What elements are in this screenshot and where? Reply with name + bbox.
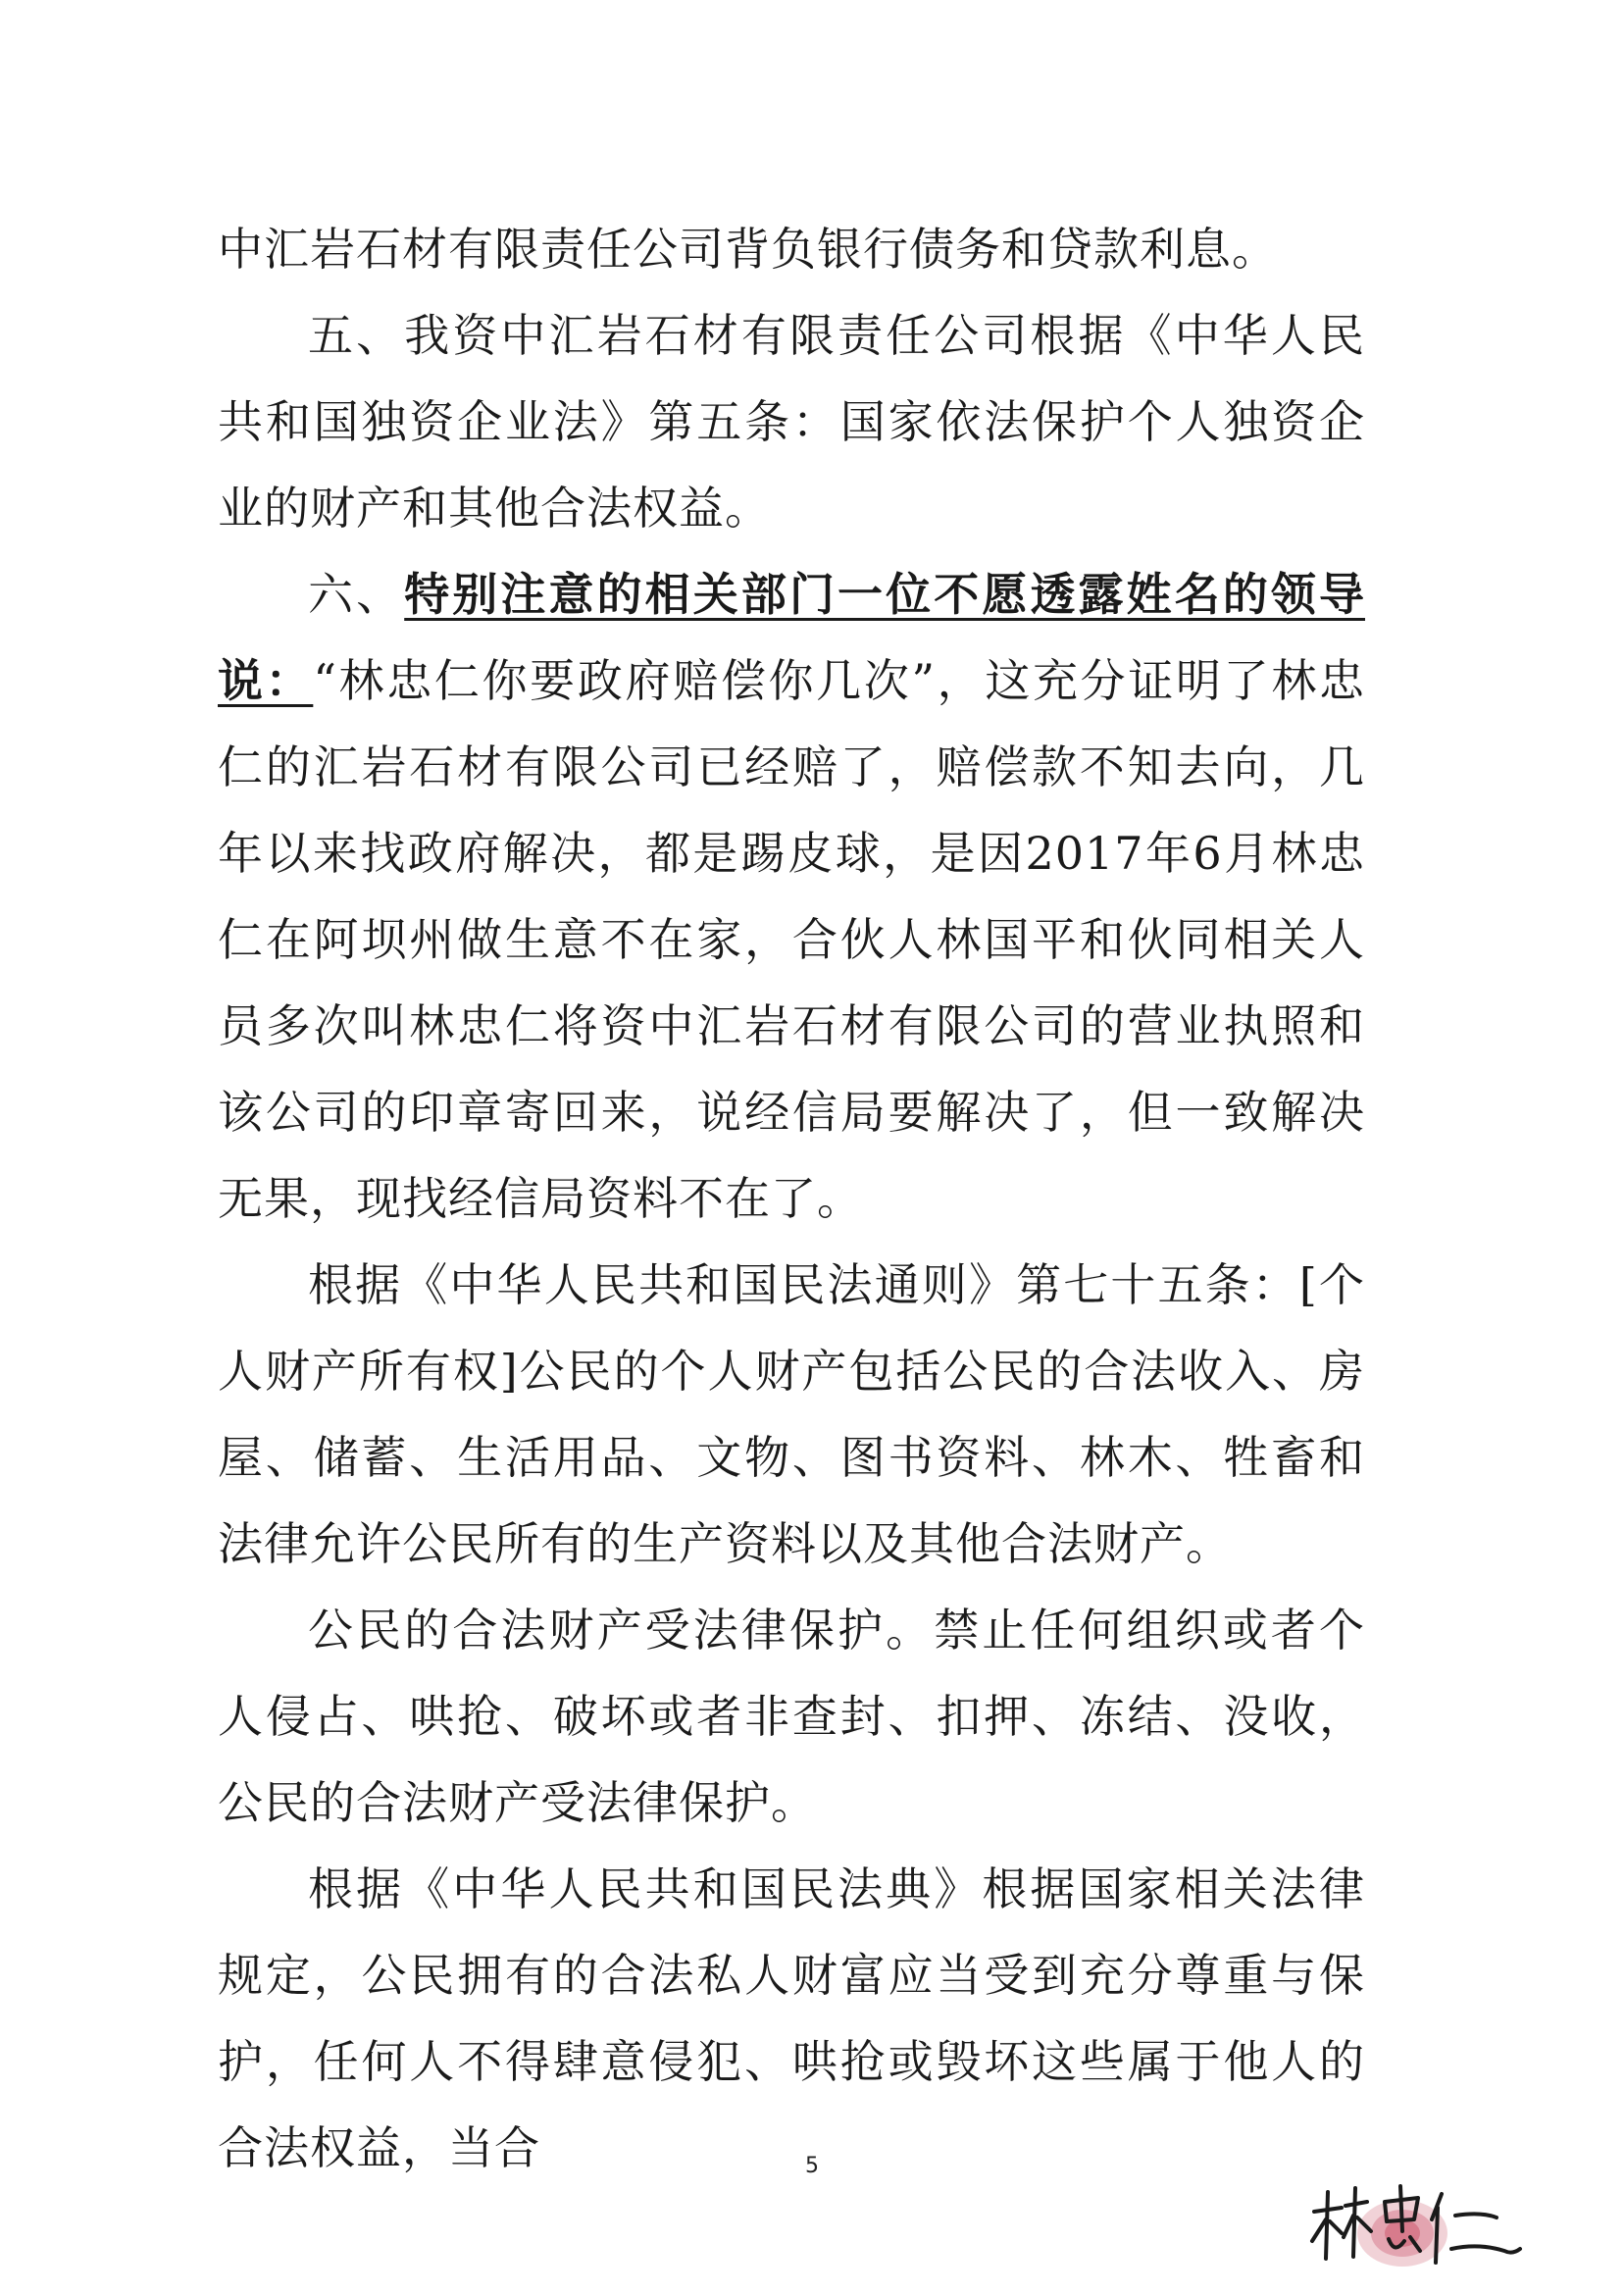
article-6-rest: “林忠仁你要政府赔偿你几次”，这充分证明了林忠仁的汇岩石材有限公司已经赔了，赔偿款不知去向，几年以来找政府解决，都是踢皮球，是因2017年6月林忠仁在阿坝州做生意不在家，合伙人林国平和伙同相关人员多次叫林忠仁将资中汇岩石材有限公司的营业执照和该公司的印章寄回来，说经信局要解决了，但一致解决无果，现找经信局资料不在了。 xyxy=(218,654,1366,1225)
paragraph-article-5: 五、我资中汇岩石材有限责任公司根据《中华人民共和国独资企业法》第五条：国家依法保护个人独资企业的财产和其他合法权益。 xyxy=(218,309,1365,535)
article-6-emphasis: 特别注意的相关部门一位不愿透露姓名的领导说： xyxy=(218,568,1366,707)
document-body xyxy=(218,206,1365,2191)
page-number: 5 xyxy=(805,2154,819,2178)
paragraph-article-6 xyxy=(218,551,1365,1242)
paragraph-civil-code: 根据《中华人民共和国民法典》根据国家相关法律规定，公民拥有的合法私人财富应当受到充分尊重与保护，任何人不得肆意侵犯、哄抢或毁坏这些属于他人的合法权益，当合 xyxy=(218,1862,1365,2174)
paragraph-civil-law-75: 根据《中华人民共和国民法通则》第七十五条：[个人财产所有权]公民的个人财产包括公民的合法收入、房屋、储蓄、生活用品、文物、图书资料、林木、牲畜和法律允许公民所有的生产资料以及其他合法财产。 xyxy=(218,1258,1365,1570)
article-6-prefix: 六、 xyxy=(308,568,405,621)
paragraph-debt: 中汇岩石材有限责任公司背负银行债务和贷款利息。 xyxy=(218,223,1278,276)
paragraph-property-protection: 公民的合法财产受法律保护。禁止任何组织或者个人侵占、哄抢、破坏或者非查封、扣押、冻结、没收，公民的合法财产受法律保护。 xyxy=(218,1604,1365,1829)
handwritten-signature xyxy=(1294,2172,1530,2280)
